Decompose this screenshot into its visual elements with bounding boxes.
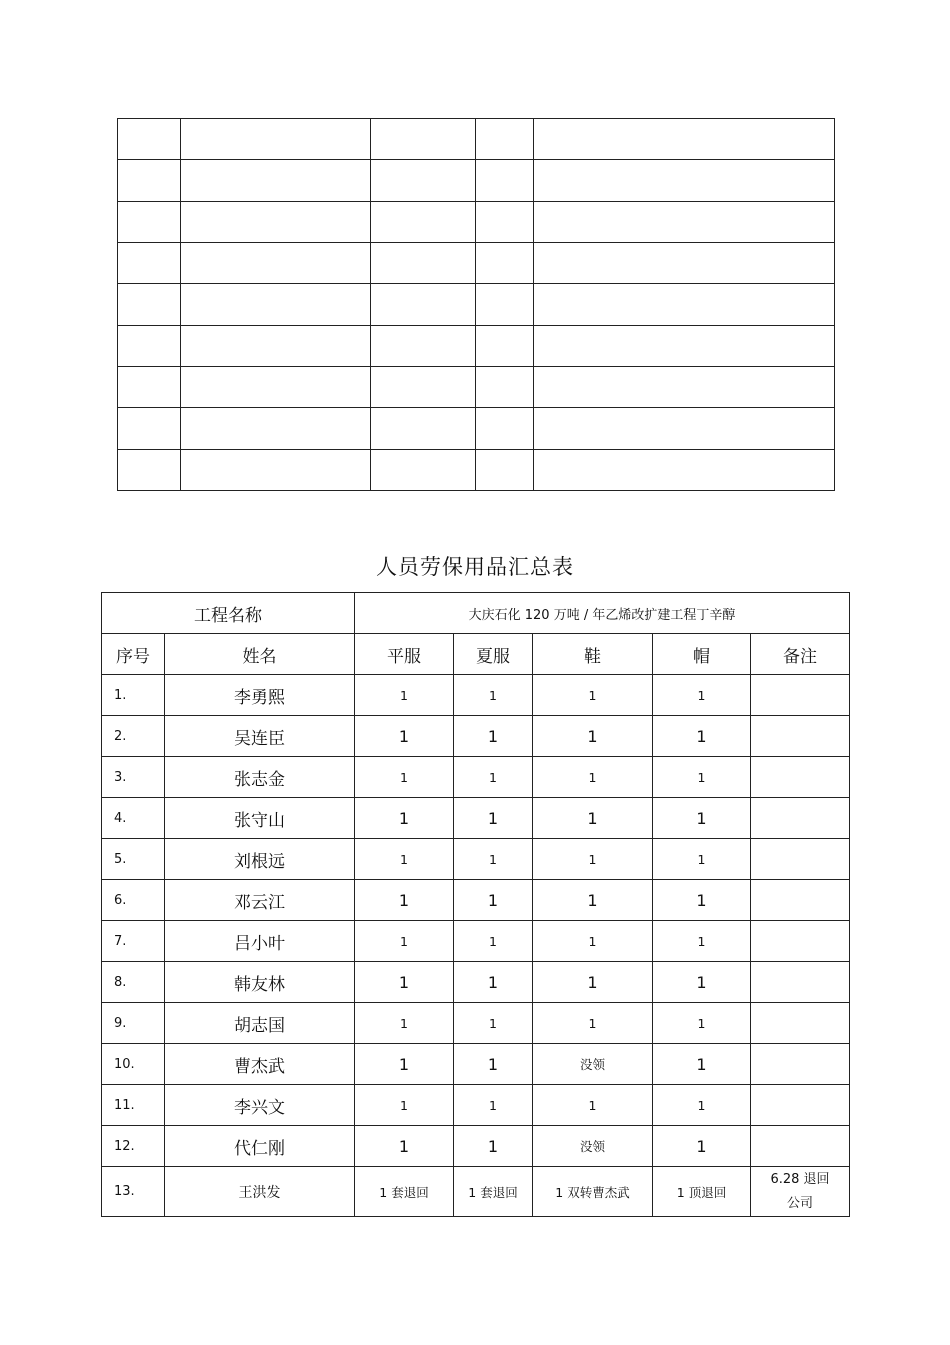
row-name: 曹杰武: [165, 1044, 355, 1085]
row-xia: 1: [454, 1126, 533, 1167]
blank-cell: [534, 119, 835, 160]
row-xia: 1: [454, 962, 533, 1003]
row-note: [751, 757, 850, 798]
blank-cell: [476, 160, 534, 201]
table-row: [102, 1167, 850, 1217]
row-name: 胡志国: [165, 1003, 355, 1044]
row-mao: 1: [653, 1044, 751, 1085]
row-ping: 1: [355, 798, 454, 839]
blank-cell: [476, 408, 534, 449]
table-row: [102, 921, 850, 962]
row-note: 6.28 退回 公司: [751, 1167, 850, 1217]
blank-cell: [118, 325, 181, 366]
row-note: [751, 798, 850, 839]
row-seq: 6.: [102, 880, 165, 921]
row-xia: 1: [454, 1003, 533, 1044]
row-xia: 1: [454, 880, 533, 921]
row-xia: 1 套退回: [454, 1167, 533, 1217]
row-ping: 1: [355, 1044, 454, 1085]
blank-cell: [476, 366, 534, 407]
table-row: [102, 716, 850, 757]
row-mao: 1: [653, 675, 751, 716]
blank-row: [118, 201, 835, 242]
header-xia: 夏服: [454, 634, 533, 675]
row-seq: 7.: [102, 921, 165, 962]
row-note: [751, 1126, 850, 1167]
row-seq: 10.: [102, 1044, 165, 1085]
row-note: [751, 880, 850, 921]
row-xia: 1: [454, 675, 533, 716]
blank-cell: [371, 408, 476, 449]
row-mao: 1: [653, 716, 751, 757]
row-xie: 1: [533, 921, 653, 962]
blank-row: [118, 242, 835, 283]
blank-cell: [181, 242, 371, 283]
row-mao: 1: [653, 880, 751, 921]
row-name: 邓云江: [165, 880, 355, 921]
row-seq: 5.: [102, 839, 165, 880]
row-ping: 1: [355, 839, 454, 880]
blank-cell: [476, 201, 534, 242]
row-xia: 1: [454, 1085, 533, 1126]
header-ping: 平服: [355, 634, 454, 675]
row-xia: 1: [454, 757, 533, 798]
blank-row: [118, 160, 835, 201]
blank-row: [118, 284, 835, 325]
blank-cell: [181, 408, 371, 449]
blank-cell: [181, 366, 371, 407]
table-row: [102, 757, 850, 798]
row-name: 李勇熙: [165, 675, 355, 716]
blank-cell: [534, 408, 835, 449]
blank-cell: [534, 366, 835, 407]
row-mao: 1 顶退回: [653, 1167, 751, 1217]
project-label: 工程名称: [102, 593, 355, 634]
blank-cell: [534, 284, 835, 325]
blank-cell: [181, 284, 371, 325]
row-mao: 1: [653, 962, 751, 1003]
blank-cell: [118, 201, 181, 242]
project-name: 大庆石化 120 万吨 / 年乙烯改扩建工程丁辛醇: [355, 593, 850, 634]
blank-cell: [118, 242, 181, 283]
blank-cell: [118, 119, 181, 160]
row-name: 韩友林: [165, 962, 355, 1003]
table-row: [102, 839, 850, 880]
row-ping: 1: [355, 757, 454, 798]
row-mao: 1: [653, 921, 751, 962]
blank-cell: [476, 119, 534, 160]
blank-cell: [118, 284, 181, 325]
row-name: 刘根远: [165, 839, 355, 880]
blank-cell: [371, 325, 476, 366]
row-note: [751, 962, 850, 1003]
row-seq: 8.: [102, 962, 165, 1003]
row-xie: 1: [533, 880, 653, 921]
blank-cell: [534, 449, 835, 490]
table-row: [102, 798, 850, 839]
header-xie: 鞋: [533, 634, 653, 675]
row-name: 张守山: [165, 798, 355, 839]
row-xie: 1: [533, 757, 653, 798]
row-ping: 1: [355, 880, 454, 921]
row-ping: 1: [355, 1003, 454, 1044]
row-seq: 1.: [102, 675, 165, 716]
table-row: [102, 880, 850, 921]
blank-cell: [181, 201, 371, 242]
row-ping: 1: [355, 1085, 454, 1126]
header-row: [102, 634, 850, 675]
row-xie: 1 双转曹杰武: [533, 1167, 653, 1217]
header-name: 姓名: [165, 634, 355, 675]
row-ping: 1: [355, 962, 454, 1003]
blank-row: [118, 408, 835, 449]
row-xia: 1: [454, 921, 533, 962]
row-xie: 没领: [533, 1126, 653, 1167]
row-xie: 1: [533, 1003, 653, 1044]
row-seq: 4.: [102, 798, 165, 839]
row-xia: 1: [454, 1044, 533, 1085]
blank-cell: [371, 449, 476, 490]
blank-cell: [118, 160, 181, 201]
blank-cell: [476, 325, 534, 366]
row-xie: 1: [533, 839, 653, 880]
blank-cell: [371, 366, 476, 407]
table-row: [102, 1003, 850, 1044]
blank-cell: [534, 325, 835, 366]
blank-cell: [181, 160, 371, 201]
blank-row: [118, 449, 835, 490]
ppe-summary-table: [101, 592, 850, 1217]
row-xia: 1: [454, 798, 533, 839]
blank-cell: [371, 119, 476, 160]
row-name: 王洪发: [165, 1167, 355, 1217]
row-mao: 1: [653, 1085, 751, 1126]
blank-cell: [118, 366, 181, 407]
row-xie: 没领: [533, 1044, 653, 1085]
row-mao: 1: [653, 839, 751, 880]
row-xie: 1: [533, 1085, 653, 1126]
header-mao: 帽: [653, 634, 751, 675]
blank-row: [118, 325, 835, 366]
row-xie: 1: [533, 675, 653, 716]
blank-cell: [371, 242, 476, 283]
blank-cell: [534, 201, 835, 242]
blank-grid-table: [117, 118, 835, 491]
row-note: [751, 1044, 850, 1085]
row-xia: 1: [454, 716, 533, 757]
blank-cell: [118, 449, 181, 490]
row-ping: 1: [355, 921, 454, 962]
row-xie: 1: [533, 798, 653, 839]
row-mao: 1: [653, 757, 751, 798]
row-ping: 1 套退回: [355, 1167, 454, 1217]
blank-cell: [181, 449, 371, 490]
row-seq: 11.: [102, 1085, 165, 1126]
table-row: [102, 1126, 850, 1167]
table-row: [102, 675, 850, 716]
row-note: [751, 1085, 850, 1126]
row-mao: 1: [653, 798, 751, 839]
row-seq: 12.: [102, 1126, 165, 1167]
blank-cell: [118, 408, 181, 449]
row-name: 吴连臣: [165, 716, 355, 757]
blank-cell: [534, 160, 835, 201]
row-name: 吕小叶: [165, 921, 355, 962]
row-note: [751, 921, 850, 962]
row-name: 张志金: [165, 757, 355, 798]
row-seq: 3.: [102, 757, 165, 798]
row-seq: 13.: [102, 1167, 165, 1217]
blank-cell: [181, 119, 371, 160]
blank-cell: [371, 201, 476, 242]
row-note: [751, 675, 850, 716]
blank-cell: [371, 160, 476, 201]
blank-cell: [371, 284, 476, 325]
row-mao: 1: [653, 1126, 751, 1167]
row-seq: 2.: [102, 716, 165, 757]
row-ping: 1: [355, 1126, 454, 1167]
blank-row: [118, 366, 835, 407]
table-row: [102, 1085, 850, 1126]
header-note: 备注: [751, 634, 850, 675]
row-name: 李兴文: [165, 1085, 355, 1126]
row-ping: 1: [355, 675, 454, 716]
row-note: [751, 716, 850, 757]
blank-cell: [476, 242, 534, 283]
header-seq: 序号: [102, 634, 165, 675]
row-note: [751, 839, 850, 880]
blank-row: [118, 119, 835, 160]
row-xie: 1: [533, 962, 653, 1003]
blank-cell: [476, 449, 534, 490]
row-ping: 1: [355, 716, 454, 757]
table-row: [102, 962, 850, 1003]
blank-cell: [476, 284, 534, 325]
blank-cell: [181, 325, 371, 366]
row-name: 代仁刚: [165, 1126, 355, 1167]
page-title: 人员劳保用品汇总表: [376, 555, 574, 579]
project-row: [102, 593, 850, 634]
row-xia: 1: [454, 839, 533, 880]
blank-cell: [534, 242, 835, 283]
row-mao: 1: [653, 1003, 751, 1044]
row-seq: 9.: [102, 1003, 165, 1044]
row-xie: 1: [533, 716, 653, 757]
table-row: [102, 1044, 850, 1085]
row-note: [751, 1003, 850, 1044]
